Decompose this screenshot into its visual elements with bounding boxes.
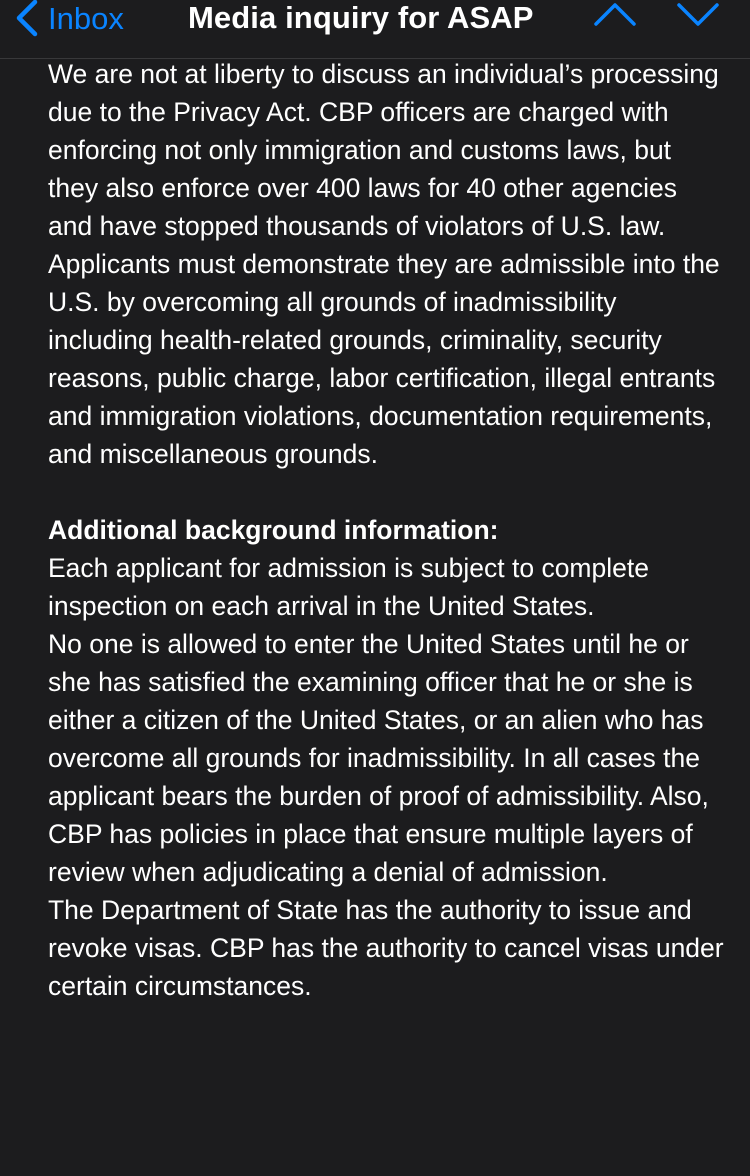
back-button-label: Inbox bbox=[48, 0, 124, 36]
paragraph-spacer bbox=[48, 473, 728, 511]
next-message-button[interactable] bbox=[675, 0, 721, 32]
body-paragraph: We are not at liberty to discuss an individual’s processing due to the Privacy Act. CBP officers are charged with enforcing not only immigration and customs laws, but they also enforce over 400 laws for 40 other agencies and have stopped thousands of violators of U.S. law. Applicants must demonstrate they are admissible into the U.S. by overcoming all grounds of inadmissibility including health-related grounds, criminality, security reasons, public charge, labor certification, illegal entrants and immigration violations, documentation requirements, and miscellaneous grounds. bbox=[48, 59, 720, 469]
previous-message-button[interactable] bbox=[592, 0, 638, 32]
message-body bbox=[48, 55, 728, 1005]
body-paragraph: The Department of State has the authority to issue and revoke visas. CBP has the authority to cancel visas under certain circumstances. bbox=[48, 895, 724, 1001]
section-heading: Additional background information: bbox=[48, 515, 499, 545]
chevron-left-icon bbox=[14, 0, 40, 37]
body-paragraph: No one is allowed to enter the United States until he or she has satisfied the examining officer that he or she is either a citizen of the United States, or an alien who has overcome all grounds for inadmissibility. In all cases the applicant bears the burden of proof of admissibility. Also, CBP has policies in place that ensure multiple layers of review when adjudicating a denial of admission. bbox=[48, 629, 709, 887]
chevron-up-icon bbox=[592, 0, 638, 32]
back-to-inbox-button[interactable] bbox=[14, 0, 124, 42]
body-paragraph: Each applicant for admission is subject to complete inspection on each arrival in the United States. bbox=[48, 553, 649, 621]
chevron-down-icon bbox=[675, 0, 721, 32]
message-subject-title: Media inquiry for ASAP bbox=[188, 0, 534, 35]
navigation-bar bbox=[0, 0, 750, 59]
